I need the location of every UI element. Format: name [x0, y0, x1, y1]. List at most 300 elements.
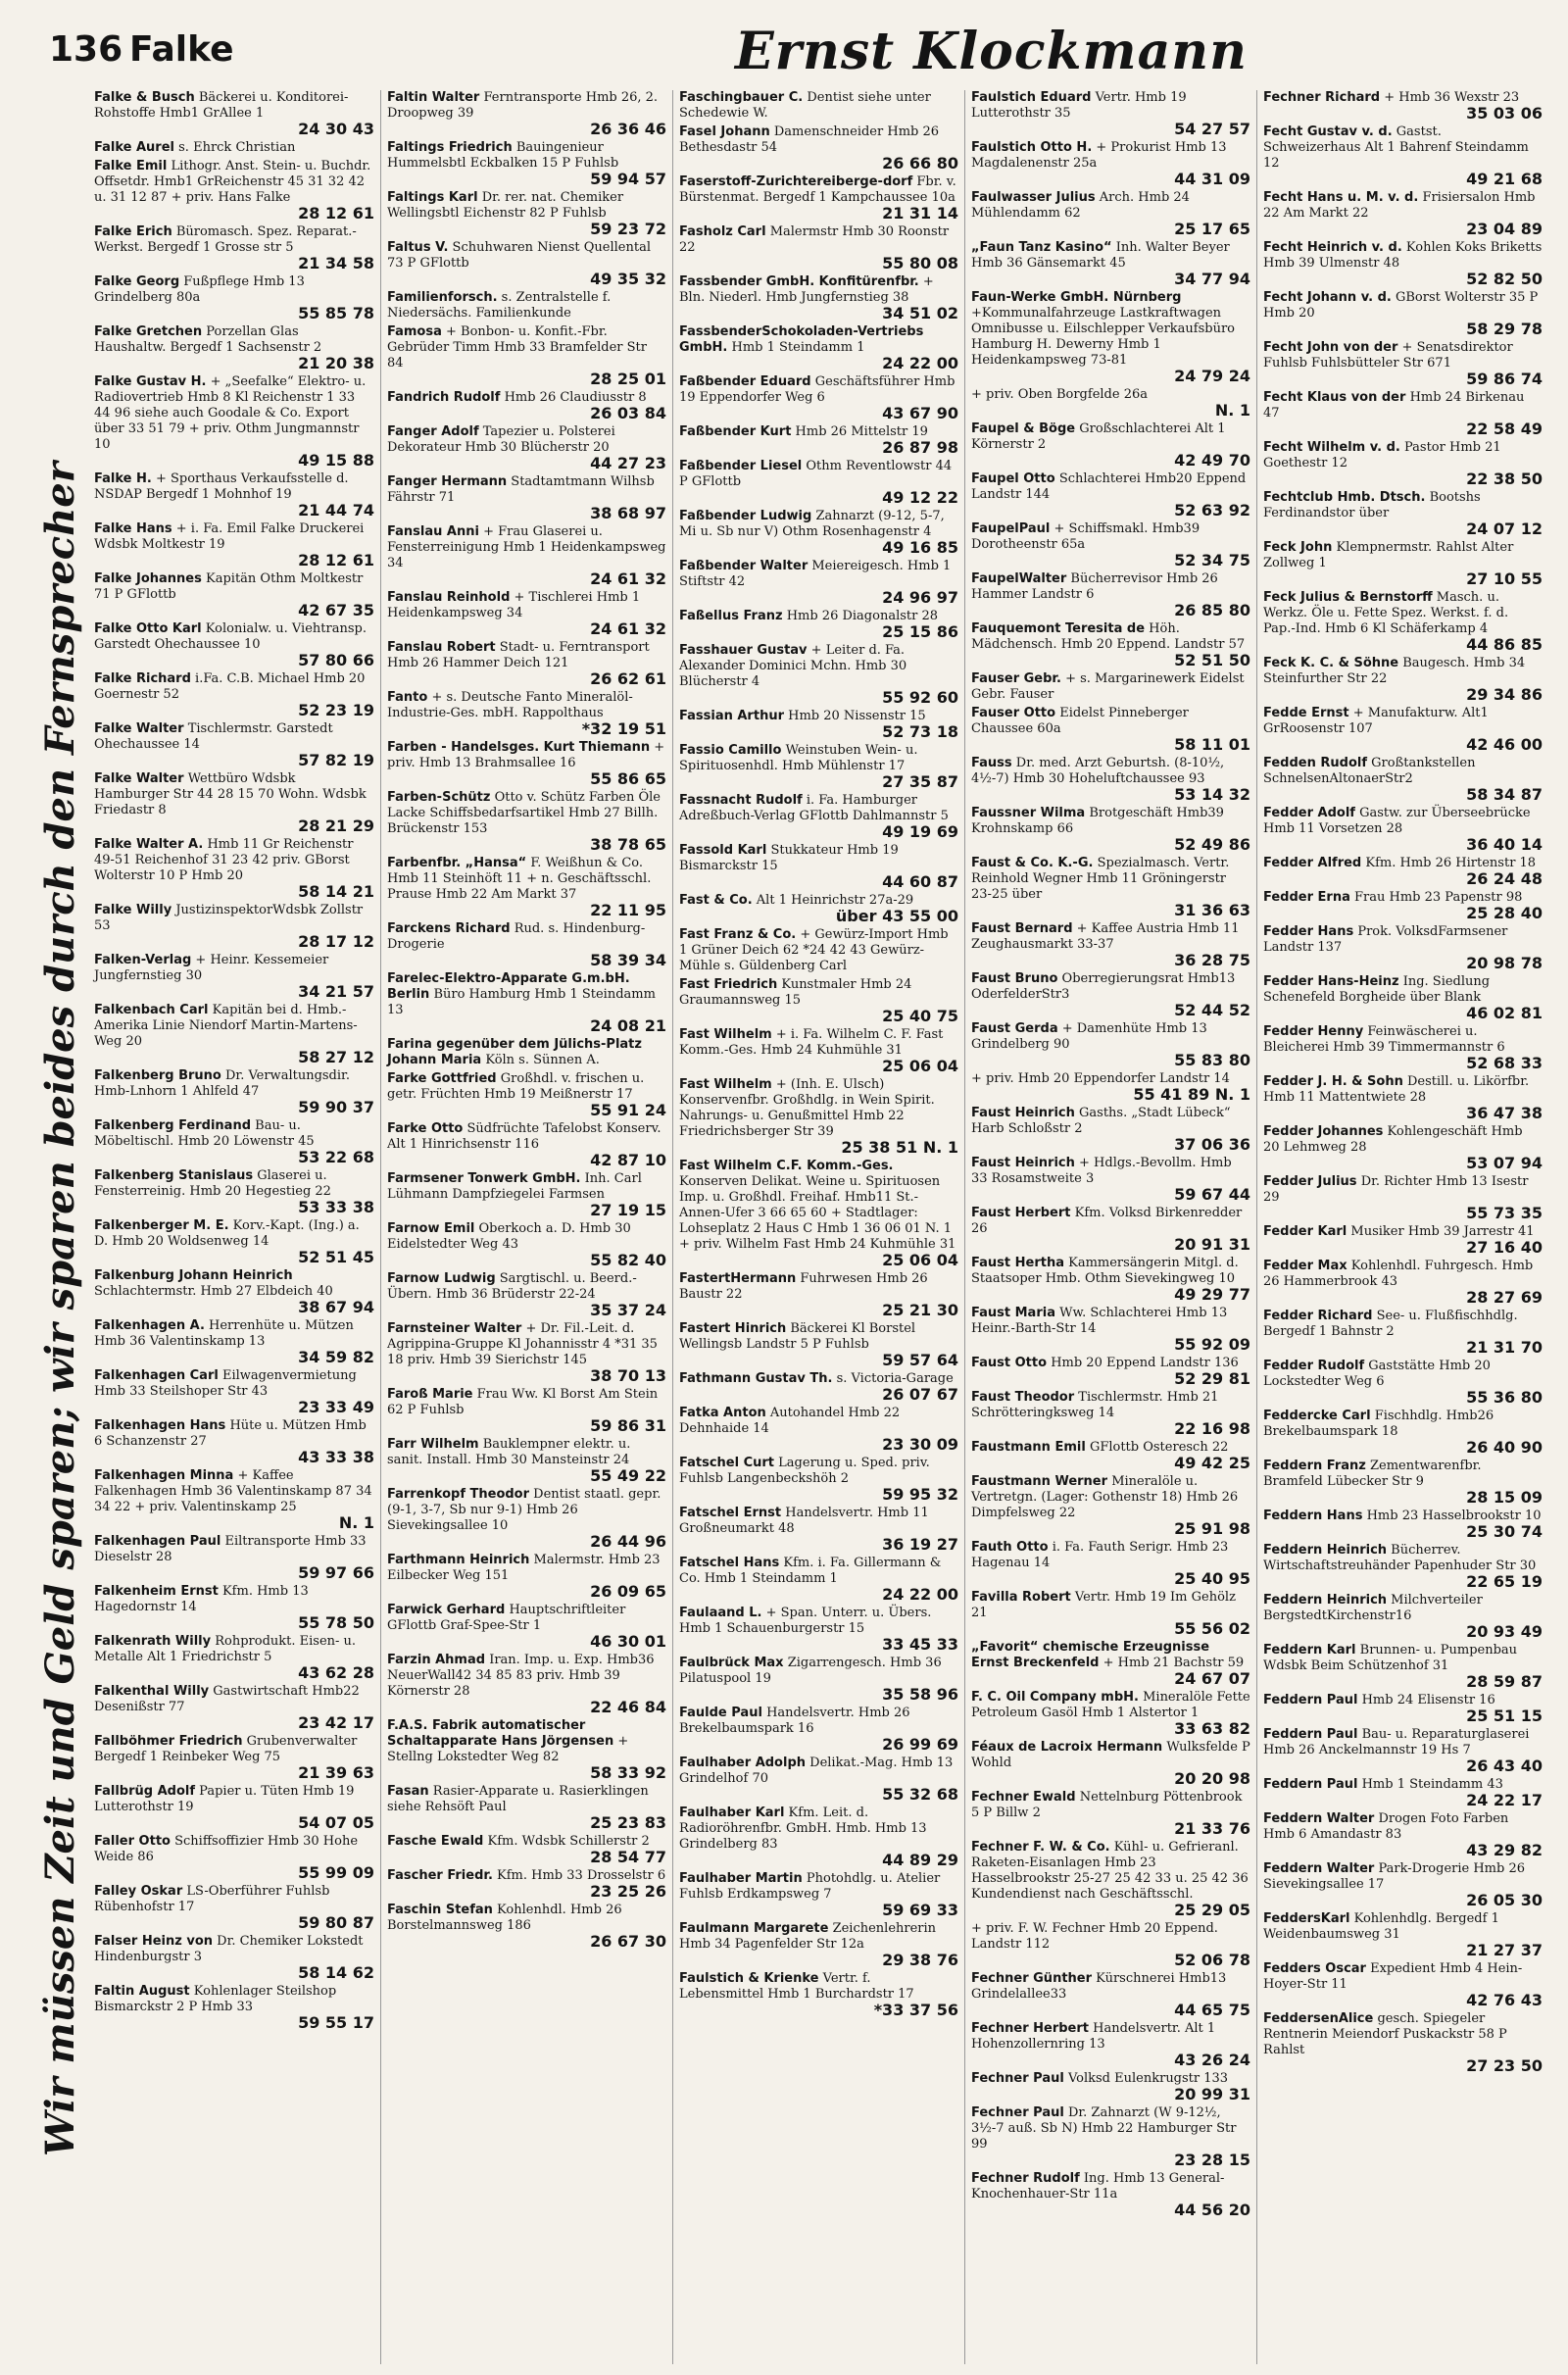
entry-name: Falkenhagen Carl: [94, 1368, 219, 1383]
entry-phone: 21 31 14: [882, 204, 958, 223]
entry-phone: 55 83 80: [1174, 1051, 1250, 1069]
entry-details: Hauptschriftleiter GFlottb Graf-Spee-Str 1: [387, 1603, 626, 1633]
entry-details: + priv. Hmb 20 Eppendorfer Landstr 14: [971, 1071, 1230, 1086]
entry-phone: 21 27 37: [1466, 1941, 1543, 1959]
column-3: [672, 90, 964, 2364]
entry-name: FaupelPaul: [971, 521, 1051, 536]
directory-entry: [387, 1437, 666, 1484]
entry-details: Rohprodukt. Eisen- u. Metalle Alt 1 Friedrichstr 5: [94, 1634, 357, 1664]
entry-name: Faltings Friedrich: [387, 140, 513, 155]
entry-phone: *32 19 51: [581, 719, 666, 738]
entry-name: Faschin Stefan: [387, 1903, 493, 1917]
entry-phone: 24 61 32: [590, 569, 666, 588]
entry-phone: 25 29 05: [1174, 1901, 1250, 1919]
entry-phone: 27 23 50: [1466, 2056, 1543, 2075]
entry-phone: 27 16 40: [1466, 1238, 1543, 1257]
directory-entry: [679, 559, 958, 606]
entry-details: Oberregierungsrat Hmb13 OderfelderStr3: [971, 971, 1236, 1002]
entry-name: Falke Johannes: [94, 571, 202, 586]
directory-entry: [971, 856, 1250, 918]
directory-entry: [1263, 1124, 1543, 1171]
directory-entry: [971, 1156, 1250, 1203]
directory-entry: [971, 1206, 1250, 1253]
entry-details: Oberkoch a. D. Hmb 30 Eidelstedter Weg 43: [387, 1221, 631, 1252]
directory-entry: [1263, 924, 1543, 971]
entry-details: Otto v. Schütz Farben Öle Lacke Schiffsbedarfsartikel Hmb 27 Billh. Brückenstr 153: [387, 790, 661, 836]
entry-phone: 24 96 97: [882, 588, 958, 607]
entry-name: Farke Otto: [387, 1121, 464, 1136]
directory-entry: [971, 1540, 1250, 1587]
entry-details: GFlottb Osteresch 22: [1089, 1440, 1229, 1455]
entry-name: Fecht Gustav v. d.: [1263, 124, 1393, 139]
entry-phone: 58 29 78: [1466, 320, 1543, 338]
entry-details: Othm Reventlowstr 44 P GFlottb: [679, 459, 953, 489]
entry-name: Faulstich Eduard: [971, 90, 1092, 105]
entry-name: Fechner F. W. & Co.: [971, 1840, 1110, 1855]
entry-phone: 36 40 14: [1466, 835, 1543, 854]
entry-details: Mineralöle Fette Petroleum Gasöl Hmb 1 Alstertor 1: [971, 1690, 1250, 1720]
entry-phone: 25 15 86: [882, 622, 958, 641]
directory-entry: [971, 1440, 1250, 1471]
entry-phone: 59 95 32: [882, 1485, 958, 1504]
entry-details: Feinwäscherei u. Bleicherei Hmb 39 Timmermannstr 6: [1263, 1024, 1505, 1055]
entry-phone: 55 56 02: [1174, 1619, 1250, 1638]
entry-details: Südfrüchte Tafelobst Konserv. Alt 1 Hinrichsenstr 116: [387, 1121, 662, 1152]
entry-details: Kfm. Hmb 13 Hagedornstr 14: [94, 1584, 309, 1614]
entry-name: Farnow Ludwig: [387, 1271, 496, 1286]
directory-entry: [387, 1171, 666, 1218]
entry-phone: 43 26 24: [1174, 2051, 1250, 2069]
entry-details: Iran. Imp. u. Exp. Hmb36 NeuerWall42 34 85 83 priv. Hmb 39 Körnerstr 28: [387, 1653, 655, 1699]
entry-details: Masch. u. Werkz. Öle u. Fette Spez. Werkst. f. d. Pap.-Ind. Hmb 6 Kl Schäferkamp 4: [1263, 590, 1509, 636]
directory-columns: [88, 90, 1548, 2364]
entry-name: Faulhaber Martin: [679, 1871, 803, 1886]
entry-details: Glaserei u. Fensterreinig. Hmb 20 Hegestieg 22: [94, 1168, 331, 1199]
directory-entry: [387, 90, 666, 137]
entry-details: Hüte u. Mützen Hmb 6 Schanzenstr 27: [94, 1418, 367, 1449]
entry-details: Kammersängerin Mitgl. d. Staatsoper Hmb. Othm Sievekingweg 10: [971, 1256, 1239, 1286]
entry-phone: 59 94 57: [590, 170, 666, 188]
entry-details: Gasths. „Stadt Lübeck“ Harb Schloßstr 2: [971, 1106, 1231, 1136]
entry-phone: 34 77 94: [1174, 270, 1250, 288]
entry-phone: 22 46 84: [590, 1698, 666, 1716]
entry-name: Faltin Walter: [387, 90, 480, 105]
entry-details: Volksd Eulenkrugstr 133: [1067, 2071, 1229, 2086]
entry-details: s. Zentralstelle f. Niedersächs. Familienkunde: [387, 290, 612, 321]
directory-entry: [971, 140, 1250, 187]
entry-name: Fedders Oscar: [1263, 1961, 1366, 1976]
entry-name: Fandrich Rudolf: [387, 390, 501, 405]
entry-phone: 22 58 49: [1466, 420, 1543, 438]
entry-phone: 26 62 61: [590, 669, 666, 688]
entry-phone: 34 59 82: [298, 1348, 374, 1366]
directory-entry: [1263, 1174, 1543, 1221]
entry-phone: 23 28 15: [1174, 2151, 1250, 2169]
entry-name: FassbenderSchokoladen-Vertriebs GmbH.: [679, 324, 924, 355]
entry-name: Falke Otto Karl: [94, 621, 202, 636]
entry-name: Faust Heinrich: [971, 1106, 1075, 1120]
entry-name: Faust Hertha: [971, 1256, 1064, 1270]
entry-phone: 28 12 61: [298, 204, 374, 223]
entry-details: + Stellng Lokstedter Weg 82: [387, 1734, 629, 1764]
directory-entry: [387, 1868, 666, 1900]
entry-name: Fechner Ewald: [971, 1790, 1076, 1805]
entry-name: Feddern Paul: [1263, 1777, 1358, 1792]
entry-name: Faltings Karl: [387, 190, 478, 205]
entry-name: Favilla Robert: [971, 1590, 1071, 1605]
directory-entry: [1263, 1024, 1543, 1071]
entry-details: Porzellan Glas Haushaltw. Bergedf 1 Sachsenstr 2: [94, 324, 322, 355]
entry-details: LS-Oberführer Fuhlsb Rübenhofstr 17: [94, 1884, 330, 1914]
entry-name: Fedde Ernst: [1263, 706, 1349, 720]
entry-details: Köln s. Sünnen A.: [485, 1053, 600, 1067]
entry-phone: 26 85 80: [1174, 601, 1250, 619]
entry-name: Fedder Hans: [1263, 924, 1354, 939]
entry-name: Feddern Walter: [1263, 1861, 1375, 1876]
directory-entry: [387, 856, 666, 918]
directory-entry: [971, 1740, 1250, 1787]
entry-details: Schlachterei Hmb20 Eppend Landstr 144: [971, 471, 1247, 502]
entry-details: Brotgeschäft Hmb39 Krohnskamp 66: [971, 806, 1224, 836]
entry-phone: 35 03 06: [1466, 104, 1543, 123]
entry-details: Bootshs Ferdinandstor über: [1263, 490, 1481, 520]
directory-entry: [94, 771, 374, 834]
entry-phone: 26 07 67: [882, 1385, 958, 1404]
directory-entry: [94, 471, 374, 519]
entry-phone: 21 39 63: [298, 1763, 374, 1782]
entry-details: Milchverteiler BergstedtKirchenstr16: [1263, 1593, 1483, 1623]
directory-entry: [679, 509, 958, 556]
entry-name: Falkenberger M. E.: [94, 1218, 229, 1233]
entry-phone: 23 25 26: [590, 1882, 666, 1901]
directory-entry: [94, 1784, 374, 1831]
directory-entry: [94, 1684, 374, 1731]
entry-details: Hmb 24 Birkenau 47: [1263, 390, 1525, 421]
entry-name: Faserstoff-Zurichtereiberge-dorf: [679, 174, 913, 189]
directory-entry: [387, 1121, 666, 1168]
directory-entry: [971, 1474, 1250, 1537]
entry-name: Falser Heinz von: [94, 1934, 213, 1949]
entry-phone: 55 80 08: [882, 254, 958, 272]
entry-phone: 38 78 65: [590, 835, 666, 854]
entry-phone: 52 68 33: [1466, 1054, 1543, 1072]
directory-entry: [971, 1021, 1250, 1068]
entry-name: Fatka Anton: [679, 1406, 766, 1420]
entry-phone: 42 49 70: [1174, 451, 1250, 470]
entry-details: Gaststätte Hmb 20 Lockstedter Weg 6: [1263, 1359, 1491, 1389]
entry-details: Malermstr. Hmb 23 Eilbecker Weg 151: [387, 1553, 661, 1583]
directory-entry: [1263, 806, 1543, 853]
entry-phone: 26 99 69: [882, 1735, 958, 1754]
entry-phone: 53 33 38: [298, 1198, 374, 1216]
entry-details: + (Inh. E. Ulsch) Konservenfbr. Großhdlg. in Wein Spirit. Nahrungs- u. Genußmittel Hmb 22 Friedrichsberger Str 39: [679, 1077, 935, 1139]
entry-phone: 33 45 33: [882, 1635, 958, 1654]
entry-details: Großtankstellen SchnelsenAltonaerStr2: [1263, 756, 1476, 786]
entry-phone: 20 91 31: [1174, 1235, 1250, 1254]
entry-details: Kohlenlager Steilshop Bismarckstr 2 P Hmb 33: [94, 1984, 337, 2014]
entry-phone: 29 38 76: [882, 1951, 958, 1969]
directory-entry: [1263, 1777, 1543, 1808]
entry-details: Musiker Hmb 39 Jarrestr 41: [1350, 1224, 1535, 1239]
entry-name: Farbenfbr. „Hansa“: [387, 856, 527, 870]
directory-entry: [971, 2021, 1250, 2068]
entry-name: Faßellus Franz: [679, 609, 783, 623]
entry-phone: 25 40 75: [882, 1007, 958, 1025]
entry-name: Faller Otto: [94, 1834, 171, 1849]
entry-details: Zahnarzt (9-12, 5-7, Mi u. Sb nur V) Othm Rosenhagenstr 4: [679, 509, 945, 539]
entry-phone: 59 69 33: [882, 1901, 958, 1919]
entry-phone: 28 54 77: [590, 1848, 666, 1866]
entry-phone: 38 68 97: [590, 504, 666, 522]
directory-entry: [1263, 1727, 1543, 1774]
directory-entry: [971, 1690, 1250, 1737]
entry-phone: 52 51 50: [1174, 651, 1250, 669]
entry-name: Falke Aurel: [94, 140, 174, 155]
directory-entry: [94, 159, 374, 222]
entry-details: Drogen Foto Farben Hmb 6 Amandastr 83: [1263, 1811, 1509, 1842]
entry-details: Höh. Mädchensch. Hmb 20 Eppend. Landstr 57: [971, 621, 1246, 652]
entry-details: Dr. Chemiker Lokstedt Hindenburgstr 3: [94, 1934, 364, 1964]
directory-entry: [971, 2171, 1250, 2218]
entry-phone: 44 27 23: [590, 454, 666, 472]
directory-entry: [94, 1634, 374, 1681]
directory-entry: [679, 927, 958, 974]
directory-entry: [679, 843, 958, 890]
entry-details: Dentist siehe unter Schedewie W.: [679, 90, 931, 121]
entry-details: Eiltransporte Hmb 33 Dieselstr 28: [94, 1534, 367, 1564]
entry-phone: 52 23 19: [298, 701, 374, 719]
entry-phone: 25 21 30: [882, 1301, 958, 1319]
entry-details: Gastst. Schweizerhaus Alt 1 Bahrenf Steindamm 12: [1263, 124, 1529, 171]
directory-entry: [679, 1321, 958, 1368]
entry-details: Weinstuben Wein- u. Spirituosenhdl. Hmb Mühlenstr 17: [679, 743, 918, 773]
entry-details: Meiereigesch. Hmb 1 Stiftstr 42: [679, 559, 952, 589]
entry-phone: 22 11 95: [590, 901, 666, 919]
entry-details: Dr. rer. nat. Chemiker Wellingsbtl Eichenstr 82 P Fuhlsb: [387, 190, 624, 221]
entry-phone: 36 19 27: [882, 1535, 958, 1554]
entry-phone: 55 92 09: [1174, 1335, 1250, 1354]
entry-name: Falke Georg: [94, 274, 180, 289]
directory-entry: [1263, 1643, 1543, 1690]
directory-entry: [1263, 240, 1543, 287]
entry-name: Fechner Richard: [1263, 90, 1381, 105]
entry-phone: 58 33 92: [590, 1763, 666, 1782]
entry-phone: 27 10 55: [1466, 569, 1543, 588]
entry-name: Faust Bernard: [971, 921, 1073, 936]
entry-details: + Tischlerei Hmb 1 Heidenkampsweg 34: [387, 590, 641, 620]
entry-details: + Senatsdirektor Fuhlsb Fuhlsbütteler Str 671: [1263, 340, 1513, 371]
entry-name: Faust Theodor: [971, 1390, 1075, 1405]
entry-name: Falkenrath Willy: [94, 1634, 212, 1649]
entry-details: i. Fa. Hamburger Adreßbuch-Verlag GFlottb Dahlmannstr 5: [679, 793, 949, 823]
entry-phone: 55 85 78: [298, 304, 374, 322]
entry-name: Falken-Verlag: [94, 953, 192, 967]
entry-phone: 25 30 74: [1466, 1522, 1543, 1541]
entry-phone: 59 80 87: [298, 1913, 374, 1932]
entry-details: Kfm. Hmb 33 Drosselstr 6: [497, 1868, 666, 1883]
directory-entry: [387, 524, 666, 587]
entry-phone: 52 51 45: [298, 1248, 374, 1266]
entry-name: Fauss: [971, 756, 1012, 770]
entry-details: gesch. Spiegeler Rentnerin Meiendorf Puskackstr 58 P Rahlst: [1263, 2011, 1507, 2057]
directory-entry: [94, 324, 374, 371]
entry-name: Familienforsch.: [387, 290, 498, 305]
directory-entry: [971, 571, 1250, 618]
entry-name: Falkenbach Carl: [94, 1003, 209, 1017]
entry-name: Falley Oskar: [94, 1884, 183, 1899]
directory-entry: [1263, 1259, 1543, 1306]
entry-details: Ferntransporte Hmb 26, 2. Droopweg 39: [387, 90, 659, 121]
entry-details: Büro Hamburg Hmb 1 Steindamm 13: [387, 987, 656, 1017]
entry-details: Gastwirtschaft Hmb22 Desenißstr 77: [94, 1684, 360, 1714]
entry-name: Fedder Richard: [1263, 1309, 1373, 1323]
directory-entry: [1263, 540, 1543, 587]
entry-phone: 59 86 74: [1466, 370, 1543, 388]
entry-phone: 49 19 69: [882, 822, 958, 841]
directory-entry: [679, 1971, 958, 2018]
directory-entry: [94, 671, 374, 718]
directory-entry: [94, 621, 374, 668]
directory-entry: [1263, 440, 1543, 487]
entry-phone: 21 44 74: [298, 501, 374, 520]
entry-details: + i. Fa. Wilhelm C. F. Fast Komm.-Ges. Hmb 24 Kuhmühle 31: [679, 1027, 944, 1058]
entry-details: Bücherrevisor Hmb 26 Hammer Landstr 6: [971, 571, 1218, 602]
entry-details: Baugesch. Hmb 34 Steinfurther Str 22: [1263, 656, 1526, 686]
directory-entry: [679, 174, 958, 222]
entry-details: Frau Hmb 23 Papenstr 98: [1354, 890, 1523, 905]
entry-details: Park-Drogerie Hmb 26 Sievekingsallee 17: [1263, 1861, 1525, 1892]
entry-phone: 44 65 75: [1174, 2001, 1250, 2019]
entry-name: Fedder Karl: [1263, 1224, 1348, 1239]
entry-name: Fasche Ewald: [387, 1834, 484, 1849]
entry-phone: 24 61 32: [590, 619, 666, 638]
entry-details: Hmb 11 Gr Reichenstr 49-51 Reichenhof 31 23 42 priv. GBorst Wolterstr 10 P Hmb 20: [94, 837, 354, 883]
directory-entry: [94, 274, 374, 322]
entry-phone: N. 1: [1214, 401, 1250, 420]
directory-entry: [1263, 856, 1543, 887]
entry-details: Tischlermstr. Garstedt Ohechaussee 14: [94, 721, 333, 752]
entry-details: + Prokurist Hmb 13 Magdalenenstr 25a: [971, 140, 1227, 171]
entry-details: Malermstr Hmb 30 Roonstr 22: [679, 224, 950, 255]
entry-details: Photohdlg. u. Atelier Fuhlsb Erdkampsweg 7: [679, 1871, 941, 1902]
directory-entry: [971, 1790, 1250, 1837]
entry-name: Falke & Busch: [94, 90, 195, 105]
directory-entry: [387, 190, 666, 237]
directory-entry: [1263, 390, 1543, 437]
entry-details: Sargtischl. u. Beerd.-Übern. Hmb 36 Brüderstr 22-24: [387, 1271, 637, 1302]
directory-entry: [1263, 1861, 1543, 1908]
entry-name: Faulwasser Julius: [971, 190, 1096, 205]
entry-details: + Sporthaus Verkaufsstelle d. NSDAP Bergedf 1 Mohnhof 19: [94, 471, 349, 502]
entry-name: Falke Hans: [94, 521, 172, 536]
entry-details: Bauklempner elektr. u. sanit. Install. Hmb 30 Mansteinstr 24: [387, 1437, 631, 1467]
entry-phone: 55 78 50: [298, 1613, 374, 1632]
directory-entry: [679, 1756, 958, 1803]
entry-name: F. C. Oil Company mbH.: [971, 1690, 1139, 1705]
entry-name: Faulhaber Karl: [679, 1806, 785, 1820]
entry-name: Farben - Handelsges. Kurt Thiemann: [387, 740, 651, 755]
entry-phone: 22 38 50: [1466, 470, 1543, 488]
entry-phone: 58 34 87: [1466, 785, 1543, 804]
entry-details: Klempnermstr. Rahlst Alter Zollweg 1: [1263, 540, 1514, 570]
entry-details: Bau- u. Möbeltischl. Hmb 20 Löwenstr 45: [94, 1118, 315, 1149]
entry-details: F. Weißhun & Co. Hmb 11 Steinhöft 11 + n. Geschäftsschl. Prause Hmb 22 Am Markt 37: [387, 856, 652, 902]
entry-name: Falkenheim Ernst: [94, 1584, 219, 1599]
entry-name: Feck Julius & Bernstorff: [1263, 590, 1433, 605]
entry-details: Dentist staatl. gepr. (9-1, 3-7, Sb nur 9-1) Hmb 26 Sievekingsallee 10: [387, 1487, 662, 1533]
entry-phone: 21 20 38: [298, 354, 374, 372]
entry-details: + Kaffee Falkenhagen Hmb 36 Valentinskamp 87 34 34 22 + priv. Valentinskamp 25: [94, 1468, 372, 1514]
directory-entry: [1263, 1593, 1543, 1640]
entry-phone: 22 16 98: [1174, 1419, 1250, 1438]
entry-details: Kfm. Hmb 26 Hirtenstr 18: [1365, 856, 1537, 870]
entry-name: Faulstich Otto H.: [971, 140, 1093, 155]
entry-name: Fecht Wilhelm v. d.: [1263, 440, 1400, 455]
entry-details: Papier u. Tüten Hmb 19 Lutterothstr 19: [94, 1784, 355, 1814]
entry-name: Falkenhagen Paul: [94, 1534, 221, 1549]
entry-details: Bücherrev. Wirtschaftstreuhänder Papenhuder Str 30: [1263, 1543, 1537, 1573]
entry-phone: 44 89 29: [882, 1851, 958, 1869]
entry-details: Nettelnburg Pöttenbrook 5 P Billw 2: [971, 1790, 1243, 1820]
directory-entry: [1263, 2011, 1543, 2074]
entry-phone: 49 15 88: [298, 451, 374, 470]
directory-entry: [971, 90, 1250, 137]
entry-name: Fauth Otto: [971, 1540, 1049, 1555]
directory-entry: [971, 387, 1250, 419]
entry-phone: 21 31 70: [1466, 1338, 1543, 1357]
entry-details: Hmb 26 Claudiusstr 8: [504, 390, 647, 405]
directory-entry: [679, 274, 958, 322]
entry-details: i.Fa. C.B. Michael Hmb 20 Goernestr 52: [94, 671, 366, 702]
entry-name: Fechner Rudolf: [971, 2171, 1080, 2186]
directory-entry: [679, 1656, 958, 1703]
entry-details: Wettbüro Wdsbk Hamburger Str 44 28 15 70 Wohn. Wdsbk Friedastr 8: [94, 771, 367, 817]
directory-entry: [94, 1984, 374, 2031]
entry-phone: 38 70 13: [590, 1366, 666, 1385]
entry-details: Inh. Carl Lühmann Dampfziegelei Farmsen: [387, 1171, 642, 1202]
entry-details: Dr. Zahnarzt (W 9-12½, 3½-7 auß. Sb N) Hmb 22 Hamburger Str 99: [971, 2105, 1237, 2152]
directory-entry: [679, 1556, 958, 1603]
directory-entry: [94, 571, 374, 618]
directory-entry: [94, 1003, 374, 1065]
entry-details: Grubenverwalter Bergedf 1 Reinbeker Weg 75: [94, 1734, 358, 1764]
directory-entry: [679, 1271, 958, 1318]
entry-name: Fassold Karl: [679, 843, 767, 858]
directory-entry: [94, 1834, 374, 1881]
directory-entry: [94, 521, 374, 569]
directory-entry: [94, 1268, 374, 1315]
entry-details: Ww. Schlachterei Hmb 13 Heinr.-Barth-Str 14: [971, 1306, 1228, 1336]
entry-phone: 23 33 49: [298, 1398, 374, 1416]
entry-details: Hmb 1 Steindamm 43: [1361, 1777, 1503, 1792]
directory-entry: [679, 90, 958, 122]
directory-entry: [387, 474, 666, 521]
entry-name: Farina gegenüber dem Jülichs-Platz Johann Maria: [387, 1037, 642, 1067]
directory-entry: [1263, 340, 1543, 387]
entry-details: + Hmb 21 Bachstr 59: [1102, 1656, 1245, 1670]
directory-entry: [1263, 1074, 1543, 1121]
entry-details: + s. Margarinewerk Eidelst Gebr. Fauser: [971, 671, 1245, 702]
entry-name: Fedder Julius: [1263, 1174, 1357, 1189]
entry-details: Kohlen Koks Briketts Hmb 39 Ulmenstr 48: [1263, 240, 1543, 271]
entry-details: Bäckerei u. Konditorei-Rohstoffe Hmb1 GrAllee 1: [94, 90, 349, 121]
directory-entry: [94, 1068, 374, 1115]
directory-entry: [679, 709, 958, 740]
entry-phone: 43 33 38: [298, 1448, 374, 1466]
entry-name: Farnow Emil: [387, 1221, 475, 1236]
directory-entry: [1263, 1509, 1543, 1540]
entry-name: Fanslau Reinhold: [387, 590, 511, 605]
